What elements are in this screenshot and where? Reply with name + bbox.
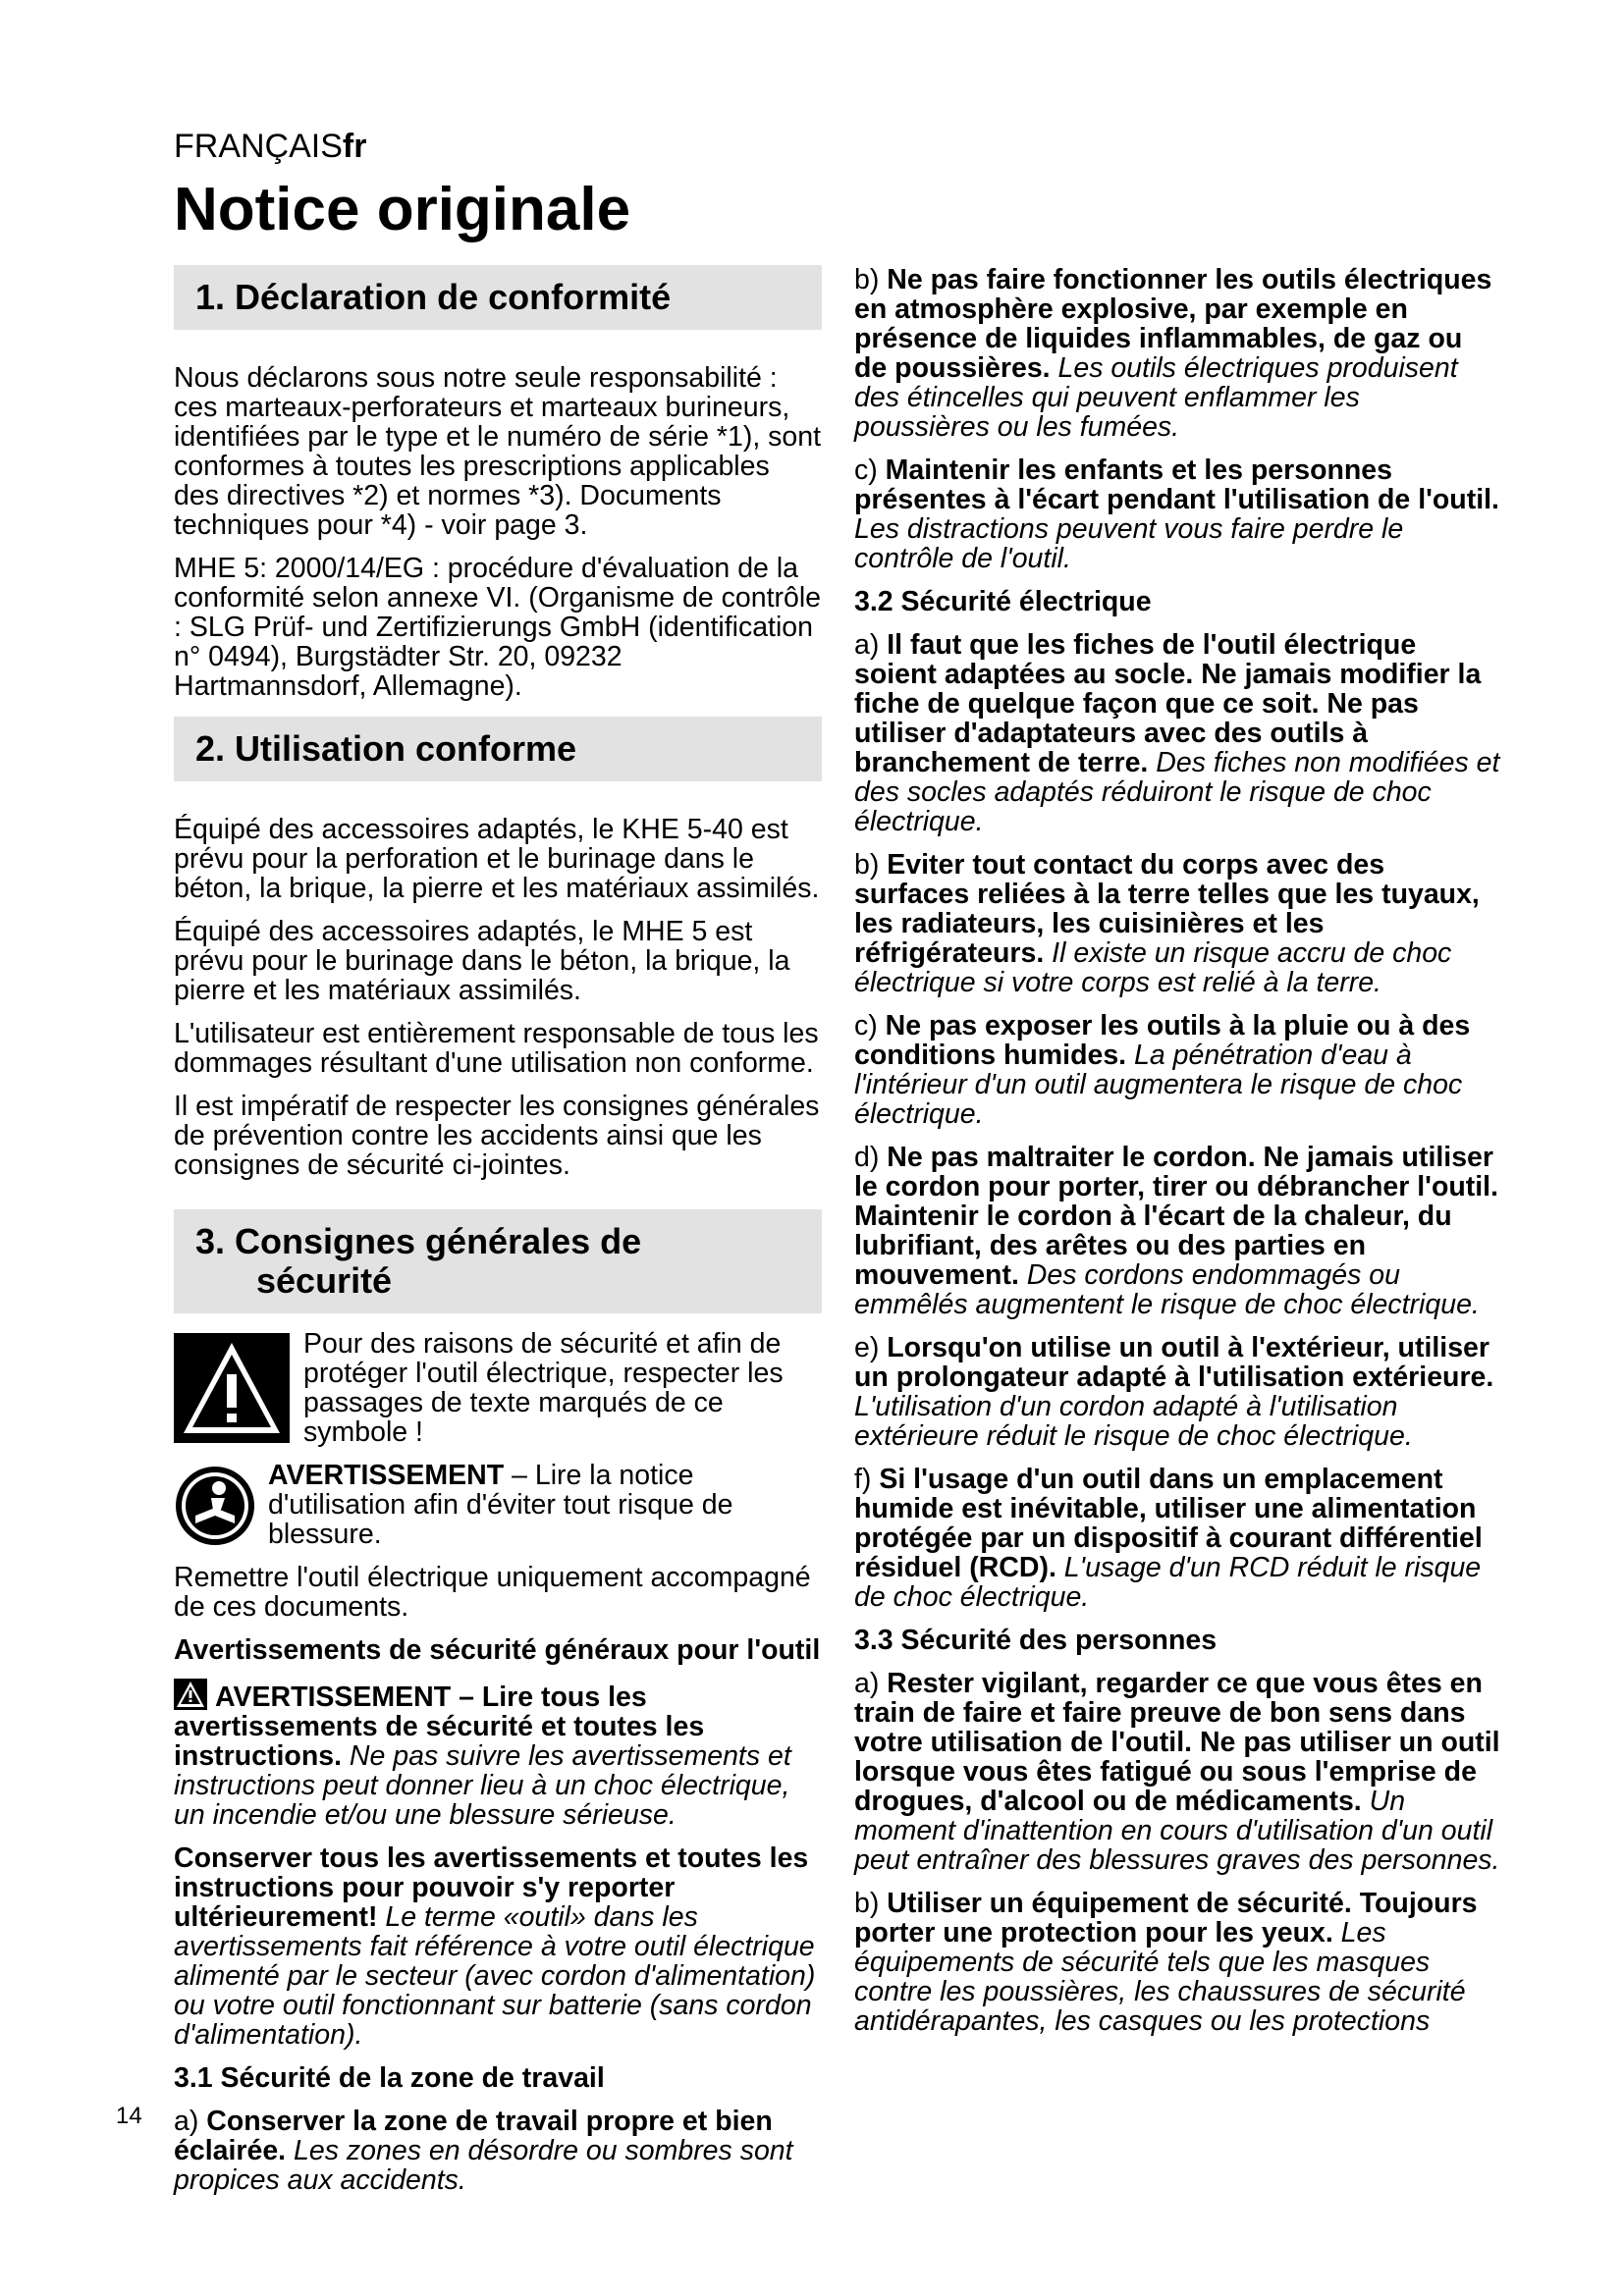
read-manual-note: AVERTISSEMENT – Lire la notice d'utilisation afin d'éviter tout risque de blessure.: [174, 1461, 822, 1549]
right-column: [854, 265, 1502, 2050]
section-3-2-heading: 3.2 Sécurité électrique: [854, 586, 1152, 617]
section-2-heading: 2. Utilisation conforme: [174, 717, 822, 781]
usage-paragraph-2: Équipé des accessoires adaptés, le MHE 5 est prévu pour le burinage dans le béton, la brique, la pierre et les matériaux assimilés.: [174, 916, 790, 1006]
electrical-item-d: d) Ne pas maltraiter le cordon. Ne jamais utiliser le cordon pour porter, tirer ou débrancher l'outil. Maintenir le cordon à l'écart de la chaleur, du lubrifiant, des arêtes ou des parties en mouvement. Des cordons endommagés ou emmêlés augmentent le risque de choc électrique.: [854, 1142, 1499, 1320]
general-warnings-heading: Avertissements de sécurité généraux pour l'outil: [174, 1634, 821, 1666]
usage-paragraph-4: Il est impératif de respecter les consignes générales de prévention contre les accidents ainsi que les consignes de sécurité ci-jointes.: [174, 1091, 820, 1181]
section-1-heading: 1. Déclaration de conformité: [174, 265, 822, 330]
work-area-item-b: b) Ne pas faire fonctionner les outils électriques en atmosphère explosive, par exemple en présence de liquides inflammables, de gaz ou de poussières. Les outils électriques produisent des étincelles qui peuvent enflammer les poussières ou les fumées.: [854, 264, 1492, 443]
usage-paragraph-3: L'utilisateur est entièrement responsable de tous les dommages résultant d'une utilisation non conforme.: [174, 1018, 819, 1079]
warning-symbol-note: Pour des raisons de sécurité et afin de protéger l'outil électrique, respecter les passages de texte marqués de ce symbole !: [174, 1329, 822, 1447]
work-area-item-c: c) Maintenir les enfants et les personnes présentes à l'écart pendant l'utilisation de l'outil. Les distractions peuvent vous faire perdre le contrôle de l'outil.: [854, 454, 1499, 574]
conformity-paragraph-1: Nous déclarons sous notre seule responsabilité : ces marteaux-perforateurs et marteaux burineurs, identifiées par le type et le numéro de série *1), sont conformes à toutes les prescriptions applicables des directives *2) et normes *3). Documents techniques pour *4) - voir page 3.: [174, 362, 822, 541]
conformity-paragraph-2: MHE 5: 2000/14/EG : procédure d'évaluation de la conformité selon annexe VI. (Organisme de contrôle : SLG Prüf- und Zertifizierungs GmbH (identification n° 0494), Burgstädter Str. 20, 09232 Hartmannsdorf, Allemagne).: [174, 553, 822, 702]
warning-triangle-icon: [174, 1333, 290, 1443]
work-area-item-a: a) Conserver la zone de travail propre et bien éclairée. Les zones en désordre ou sombres sont propices aux accidents.: [174, 2106, 793, 2196]
section-3-heading: 3. Consignes générales de sécurité: [174, 1209, 822, 1313]
read-all-warnings-paragraph: AVERTISSEMENT – Lire tous les avertissements de sécurité et toutes les instructions. Ne pas suivre les avertissements et instructions peut donner lieu à un choc électrique, un incendie et/ou une blessure sérieuse.: [174, 1679, 822, 1830]
electrical-item-c: c) Ne pas exposer les outils à la pluie ou à des conditions humides. La pénétration d'eau à l'intérieur d'un outil augmentera le risque de choc électrique.: [854, 1010, 1471, 1130]
section-3-1-heading: 3.1 Sécurité de la zone de travail: [174, 2062, 605, 2094]
personal-item-a: a) Rester vigilant, regarder ce que vous êtes en train de faire et faire preuve de bon sens dans votre utilisation de l'outil. Ne pas utiliser un outil lorsque vous êtes fatigué ou sous l'emprise de drogues, d'alcool ou de médicaments. Un moment d'inattention en cours d'utilisation d'un outil peut entraîner des blessures graves des personnes.: [854, 1668, 1500, 1876]
section-3-3-heading: 3.3 Sécurité des personnes: [854, 1625, 1218, 1656]
page-title: Notice originale: [174, 176, 631, 243]
read-manual-icon: [174, 1465, 256, 1547]
electrical-item-e: e) Lorsqu'on utilise un outil à l'extérieur, utiliser un prolongateur adapté à l'utilisation extérieure. L'utilisation d'un cordon adapté à l'utilisation extérieure réduit le risque de choc électrique.: [854, 1332, 1494, 1452]
usage-paragraph-1: Équipé des accessoires adaptés, le KHE 5-40 est prévu pour la perforation et le burinage dans le béton, la brique, la pierre et les matériaux assimilés.: [174, 814, 820, 904]
electrical-item-f: f) Si l'usage d'un outil dans un emplacement humide est inévitable, utiliser une alimentation protégée par un dispositif à courant différentiel résiduel (RCD). L'usage d'un RCD réduit le risque de choc électrique.: [854, 1464, 1483, 1613]
electrical-item-b: b) Eviter tout contact du corps avec des surfaces reliées à la terre telles que les tuyaux, les radiateurs, les cuisinières et les réfrigérateurs. Il existe un risque accru de choc électrique si votre corps est relié à la terre.: [854, 849, 1480, 998]
language-label: FRANÇAISfr: [174, 128, 367, 165]
remettre-paragraph: Remettre l'outil électrique uniquement accompagné de ces documents.: [174, 1562, 811, 1623]
keep-instructions-paragraph: Conserver tous les avertissements et toutes les instructions pour pouvoir s'y reporter ultérieurement! Le terme «outil» dans les avertissements fait référence à votre outil électrique alimenté par le secteur (avec cordon d'alimentation) ou votre outil fonctionnant sur batterie (sans cordon d'alimentation).: [174, 1842, 816, 2051]
left-column: [174, 265, 822, 2209]
electrical-item-a: a) Il faut que les fiches de l'outil électrique soient adaptées au socle. Ne jamais modifier la fiche de quelque façon que ce soit. Ne pas utiliser d'adaptateurs avec des outils à branchement de terre. Des fiches non modifiées et des socles adaptés réduiront le risque de choc électrique.: [854, 629, 1500, 837]
page-number: 14: [116, 2103, 142, 2129]
small-warning-triangle-icon: [174, 1679, 207, 1710]
personal-item-b: b) Utiliser un équipement de sécurité. Toujours porter une protection pour les yeux. Les équipements de sécurité tels que les masques contre les poussières, les chaussures de sécurité antidérapantes, les casques ou les protections: [854, 1888, 1478, 2037]
